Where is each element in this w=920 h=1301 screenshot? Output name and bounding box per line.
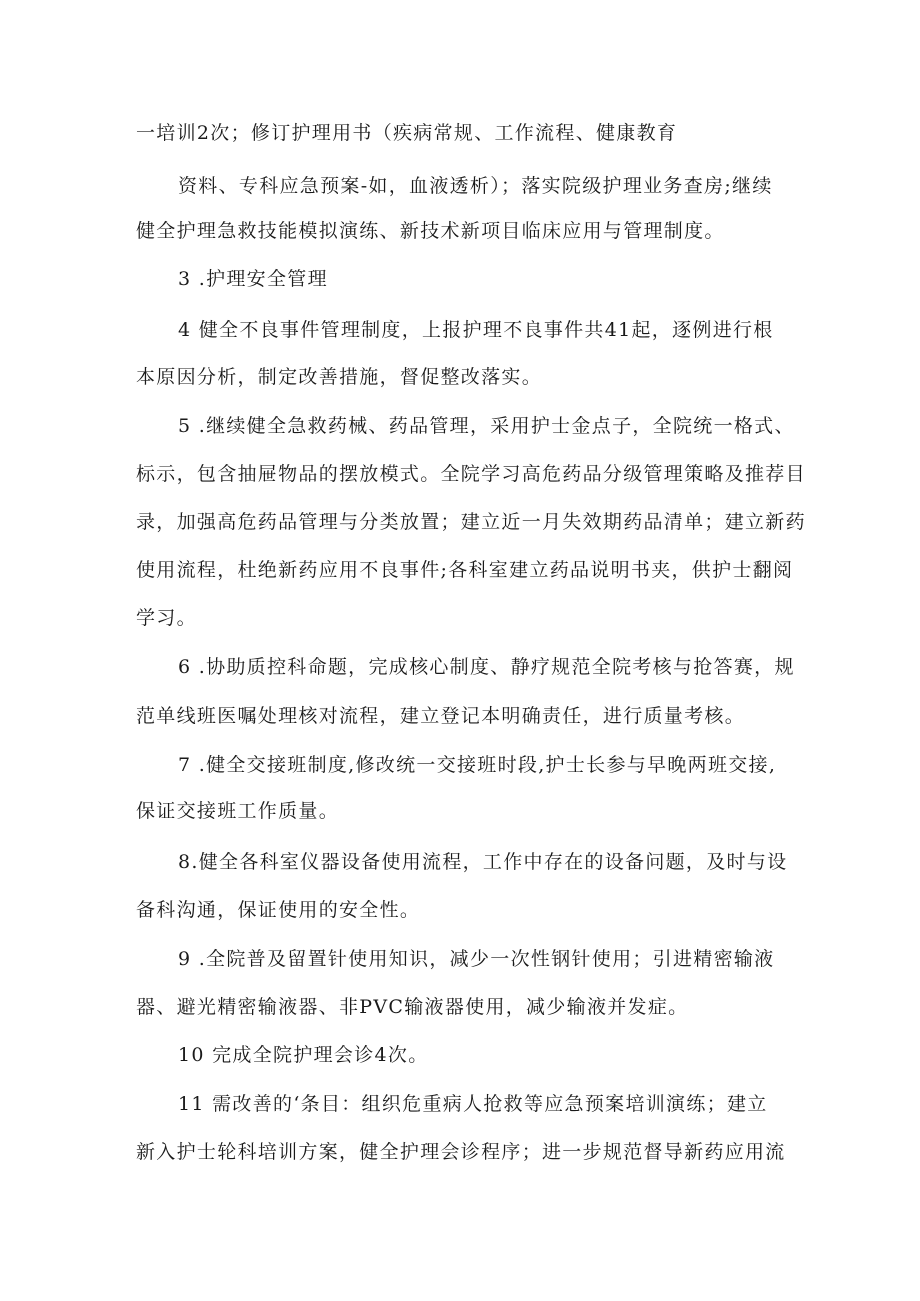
text-line: 器、避光精密输液器、非PVC输液器使用，减少输液并发症。 (136, 996, 689, 1018)
text-line: 一培训2次；修订护理用书（疾病常规、工作流程、健康教育 (136, 122, 678, 144)
text-line: 标示，包含抽屉物品的摆放模式。全院学习高危药品分级管理策略及推荐目 (136, 463, 806, 485)
text-line: 范单线班医嘱处理核对流程，建立登记本明确责任，进行质量考核。 (136, 705, 746, 727)
text-line: 学习。 (136, 607, 197, 629)
text-line: 保证交接班工作质量。 (136, 800, 340, 822)
text-line: 6 .协助质控科命题，完成核心制度、静疗规范全院考核与抢答赛，规 (178, 656, 795, 678)
text-line: 新入护士轮科培训方案，健全护理会诊程序；进一步规范督导新药应用流 (136, 1141, 786, 1163)
text-line: 健全护理急救技能模拟演练、新技术新项目临床应用与管理制度。 (136, 220, 725, 242)
text-line: 8.健全各科室仪器设备使用流程，工作中存在的设备问题，及时与设 (178, 851, 788, 873)
text-line: 10 完成全院护理会诊4次。 (178, 1044, 429, 1066)
text-line: 5 .继续健全急救药械、药品管理，采用护士金点子，全院统一格式、 (178, 415, 795, 437)
text-line: 备科沟通，保证使用的安全性。 (136, 899, 421, 921)
text-line: 9 .全院普及留置针使用知识，减少一次性钢针使用；引进精密输液 (178, 948, 775, 970)
text-line: 11 需改善的‘条目：组织危重病人抢救等应急预案培训演练；建立 (178, 1093, 768, 1115)
text-line: 本原因分析，制定改善措施，督促整改落实。 (136, 366, 543, 388)
section-heading: 3 .护理安全管理 (178, 268, 328, 290)
text-line: 4 健全不良事件管理制度，上报护理不良事件共41起，逐例进行根 (178, 319, 774, 341)
text-line: 资料、专科应急预案-如，血液透析）；落实院级护理业务查房;继续 (178, 175, 773, 197)
text-line: 7 .健全交接班制度,修改统一交接班时段,护士长参与早晚两班交接, (178, 754, 777, 776)
text-line: 使用流程，杜绝新药应用不良事件;各科室建立药品说明书夹，供护士翻阅 (136, 559, 794, 581)
text-line: 录，加强高危药品管理与分类放置；建立近一月失效期药品清单；建立新药 (136, 511, 806, 533)
